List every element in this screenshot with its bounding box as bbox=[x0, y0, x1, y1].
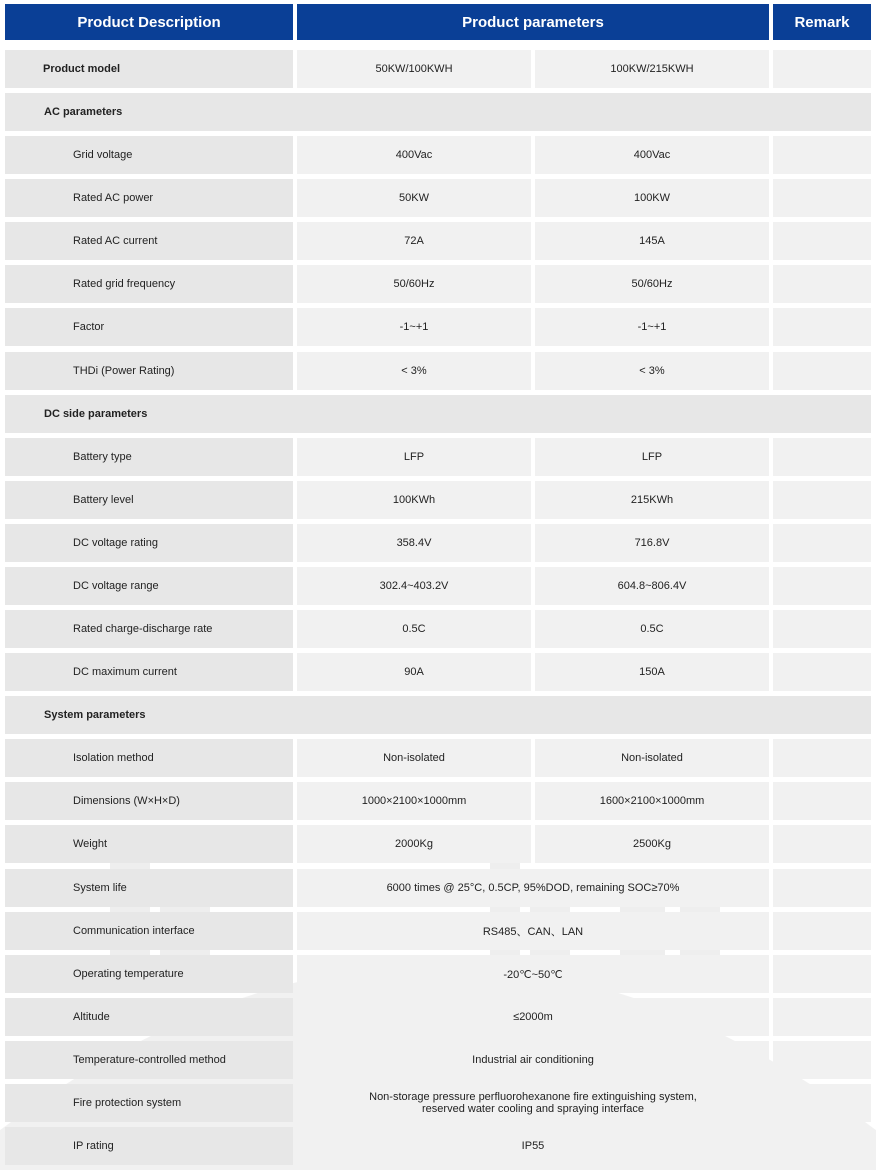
row-label: Weight bbox=[5, 825, 293, 863]
row-remark bbox=[773, 136, 871, 174]
row-value: ≤2000m bbox=[297, 998, 769, 1036]
row-label: Grid voltage bbox=[5, 136, 293, 174]
row-value-model-2: 2500Kg bbox=[535, 825, 769, 863]
row-value: RS485、CAN、LAN bbox=[297, 912, 769, 950]
row-label: System life bbox=[5, 869, 293, 907]
row-label: Dimensions (W×H×D) bbox=[5, 782, 293, 820]
row-label: Factor bbox=[5, 308, 293, 346]
row-remark bbox=[773, 825, 871, 863]
row-remark bbox=[773, 869, 871, 907]
row-remark bbox=[773, 265, 871, 303]
row-remark bbox=[773, 782, 871, 820]
row-label: DC maximum current bbox=[5, 653, 293, 691]
row-remark bbox=[773, 1041, 871, 1079]
row-remark bbox=[773, 222, 871, 260]
row-value-model-1: Non-isolated bbox=[297, 739, 531, 777]
section-header: DC side parameters bbox=[5, 395, 871, 433]
row-label: Product model bbox=[5, 50, 293, 88]
row-remark bbox=[773, 524, 871, 562]
row-remark bbox=[773, 1127, 871, 1165]
row-label: Battery type bbox=[5, 438, 293, 476]
row-remark bbox=[773, 739, 871, 777]
row-value-model-1: 0.5C bbox=[297, 610, 531, 648]
header-product-parameters: Product parameters bbox=[297, 4, 769, 40]
row-value-model-2: 215KWh bbox=[535, 481, 769, 519]
row-remark bbox=[773, 308, 871, 346]
row-remark bbox=[773, 567, 871, 605]
row-remark bbox=[773, 998, 871, 1036]
row-value-model-2: 604.8~806.4V bbox=[535, 567, 769, 605]
row-remark bbox=[773, 179, 871, 217]
row-value-model-1: LFP bbox=[297, 438, 531, 476]
row-value: -20℃~50℃ bbox=[297, 955, 769, 993]
row-value-model-1: 100KWh bbox=[297, 481, 531, 519]
row-value: Industrial air conditioning bbox=[297, 1041, 769, 1079]
row-remark bbox=[773, 955, 871, 993]
row-label: Temperature-controlled method bbox=[5, 1041, 293, 1079]
row-value-model-1: 50/60Hz bbox=[297, 265, 531, 303]
row-label: Fire protection system bbox=[5, 1084, 293, 1122]
row-label: Rated AC power bbox=[5, 179, 293, 217]
row-value-model-2: LFP bbox=[535, 438, 769, 476]
row-remark bbox=[773, 50, 871, 88]
row-value-model-2: 100KW bbox=[535, 179, 769, 217]
row-label: Rated AC current bbox=[5, 222, 293, 260]
row-value-model-1: 400Vac bbox=[297, 136, 531, 174]
row-label: DC voltage range bbox=[5, 567, 293, 605]
row-label: Altitude bbox=[5, 998, 293, 1036]
section-header: System parameters bbox=[5, 696, 871, 734]
row-value-model-2: 50/60Hz bbox=[535, 265, 769, 303]
row-label: DC voltage rating bbox=[5, 524, 293, 562]
row-value: IP55 bbox=[297, 1127, 769, 1165]
row-value-model-2: 716.8V bbox=[535, 524, 769, 562]
row-value-model-1: 302.4~403.2V bbox=[297, 567, 531, 605]
row-value-model-2: 1600×2100×1000mm bbox=[535, 782, 769, 820]
row-value-model-1: -1~+1 bbox=[297, 308, 531, 346]
row-value: Non-storage pressure perfluorohexanone fire extinguishing system, reserved water cooling and spraying interface bbox=[297, 1084, 769, 1122]
row-value-model-1: 72A bbox=[297, 222, 531, 260]
section-header: AC parameters bbox=[5, 93, 871, 131]
row-label: THDi (Power Rating) bbox=[5, 352, 293, 390]
row-remark bbox=[773, 610, 871, 648]
row-value-model-1: 50KW bbox=[297, 179, 531, 217]
row-value-model-2: 150A bbox=[535, 653, 769, 691]
row-remark bbox=[773, 438, 871, 476]
row-value-model-1: 1000×2100×1000mm bbox=[297, 782, 531, 820]
row-value-model-2: 145A bbox=[535, 222, 769, 260]
row-label: Rated grid frequency bbox=[5, 265, 293, 303]
row-label: Rated charge-discharge rate bbox=[5, 610, 293, 648]
row-label: Battery level bbox=[5, 481, 293, 519]
row-value-model-2: < 3% bbox=[535, 352, 769, 390]
row-remark bbox=[773, 1084, 871, 1122]
row-remark bbox=[773, 653, 871, 691]
row-value-model-1: 2000Kg bbox=[297, 825, 531, 863]
row-label: Operating temperature bbox=[5, 955, 293, 993]
row-label: Communication interface bbox=[5, 912, 293, 950]
row-value-model-2: -1~+1 bbox=[535, 308, 769, 346]
row-label: Isolation method bbox=[5, 739, 293, 777]
row-label: IP rating bbox=[5, 1127, 293, 1165]
header-product-description: Product Description bbox=[5, 4, 293, 40]
row-value: 6000 times @ 25°C, 0.5CP, 95%DOD, remaining SOC≥70% bbox=[297, 869, 769, 907]
row-value-model-1: 90A bbox=[297, 653, 531, 691]
row-value-model-2: 100KW/215KWH bbox=[535, 50, 769, 88]
row-value-model-1: 358.4V bbox=[297, 524, 531, 562]
row-remark bbox=[773, 912, 871, 950]
header-remark: Remark bbox=[773, 4, 871, 40]
row-value-model-2: 400Vac bbox=[535, 136, 769, 174]
row-value-model-1: < 3% bbox=[297, 352, 531, 390]
row-remark bbox=[773, 481, 871, 519]
row-value-model-1: 50KW/100KWH bbox=[297, 50, 531, 88]
row-value-model-2: 0.5C bbox=[535, 610, 769, 648]
row-remark bbox=[773, 352, 871, 390]
row-value-model-2: Non-isolated bbox=[535, 739, 769, 777]
